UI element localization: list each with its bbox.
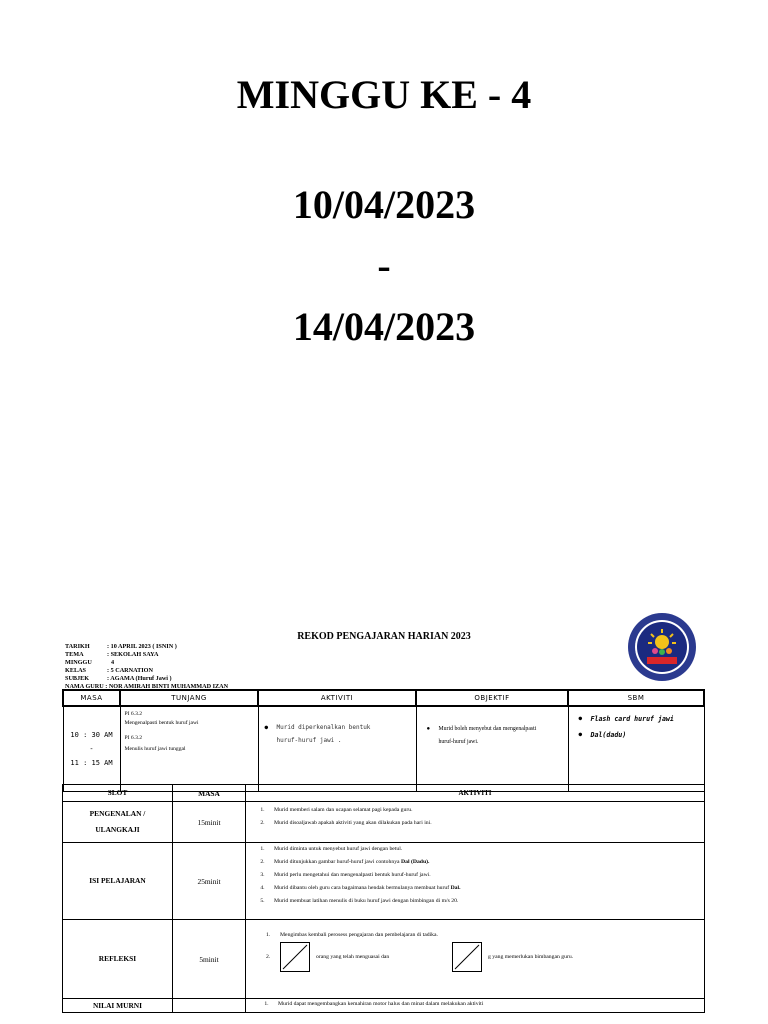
aktiviti-nilai-murni	[246, 999, 705, 1013]
slot-refleksi: REFLEKSI	[63, 920, 173, 999]
rph-title: REKOD PENGAJARAN HARIAN 2023	[297, 631, 471, 642]
header-aktiviti: AKTIVITI	[258, 690, 416, 706]
table-row	[63, 843, 705, 920]
info-row-subject: SUBJEK : AGAMA (Huruf Jawi )	[65, 675, 172, 682]
plan-table	[62, 689, 705, 792]
aktiviti-pengenalan	[246, 802, 705, 843]
header-tunjang: TUNJANG	[120, 690, 258, 706]
masa-refleksi: 5minit	[173, 920, 246, 999]
header-aktiviti-2: AKTIVITI	[246, 785, 705, 802]
list-item: 1. Murid memberi salam dan ucapan selamat pagi kepada guru.	[266, 804, 704, 817]
aktiviti-refleksi: 1. Mengimbas kembali perosess pengajaran dan pembelajaran di tadika. 2. orang yang telah menguasai dan g yang memerlukan bimbangan guru.	[246, 920, 705, 999]
activity-table	[62, 784, 705, 1013]
table-row	[63, 802, 705, 843]
info-row-teacher: NAMA GURU : NOR AMIRAH BINTI MUHAMMAD IZAN	[65, 683, 229, 690]
slot-nilai-murni: NILAI MURNI	[63, 999, 173, 1013]
list-item: 1. Murid dapat mengembangkan kemahiran motor halus dan minat dalam melakukan aktiviti	[270, 999, 704, 1009]
aktiviti-cell: ● Murid diperkenalkan bentuk huruf-huruf jawi .	[258, 706, 416, 792]
aktiviti-isi-pelajaran	[246, 843, 705, 920]
masa-isi-pelajaran: 25minit	[173, 843, 246, 920]
checkbox-needs-help[interactable]	[452, 942, 482, 972]
masa-pengenalan: 15minit	[173, 802, 246, 843]
date-separator: -	[377, 243, 391, 288]
sbm-cell: ● Flash card huruf jawi ● Dal(dadu)	[568, 706, 704, 792]
activity-table-header	[63, 785, 705, 802]
list-item: 4. Murid dibantu oleh guru cara bagaimana hendak bermulanya membuat huruf Dal.	[266, 882, 704, 895]
start-date: 10/04/2023	[292, 182, 476, 227]
checkbox-mastered[interactable]	[280, 942, 310, 972]
info-row-date: TARIKH : 10 APRIL 2023 ( ISNIN )	[65, 643, 177, 650]
header-masa-2: MASA	[173, 785, 246, 802]
masa-nilai-murni	[173, 999, 246, 1013]
tunjang-cell: PI 6.3.2 Mengenalpasti bentuk huruf jawi PI 6.3.2 Menulis huruf jawi tunggal	[120, 706, 258, 792]
table-row	[63, 999, 705, 1013]
plan-table-row	[63, 706, 704, 792]
list-item: 3. Murid perlu mengetahui dan mengenalpasti bentuk huruf-huruf jawi.	[266, 869, 704, 882]
list-item: 2. Murid ditunjukkan gambar huruf-huruf jawi contohnya Dal (Dadu).	[266, 856, 704, 869]
week-title: MINGGU KE - 4	[236, 72, 532, 117]
lesson-time: 10 : 30 AM - 11 : 15 AM	[63, 706, 120, 792]
lesson-info	[65, 643, 228, 691]
info-row-theme: TEMA : SEKOLAH SAYA	[65, 651, 159, 658]
info-row-week: MINGGU 4	[65, 659, 115, 666]
objektif-cell: ● Murid boleh menyebut dan mengenalpasti huruf-huruf jawi.	[416, 706, 568, 792]
header-sbm: SBM	[568, 690, 704, 706]
info-row-class: KELAS : 5 CARNATION	[65, 667, 153, 674]
list-item: 5. Murid membuat latihan menulis di buku huruf jawi dengan bimbingan di m/s 20.	[266, 895, 704, 908]
slot-pengenalan: PENGENALAN / ULANGKAJI	[63, 802, 173, 843]
slot-isi-pelajaran: ISI PELAJARAN	[63, 843, 173, 920]
table-row	[63, 920, 705, 999]
school-logo-icon	[627, 612, 697, 682]
end-date: 14/04/2023	[292, 304, 476, 349]
header-masa: MASA	[63, 690, 120, 706]
list-item: 2. Murid disoaljawab apakah aktiviti yang akan dilakukan pada hari ini.	[266, 817, 704, 830]
plan-table-header	[63, 690, 704, 706]
header-slot: SLOT	[63, 785, 173, 802]
list-item: 1. Murid diminta untuk menyebut huruf jawi dengan betul.	[266, 843, 704, 856]
header-objektif: OBJEKTIF	[416, 690, 568, 706]
